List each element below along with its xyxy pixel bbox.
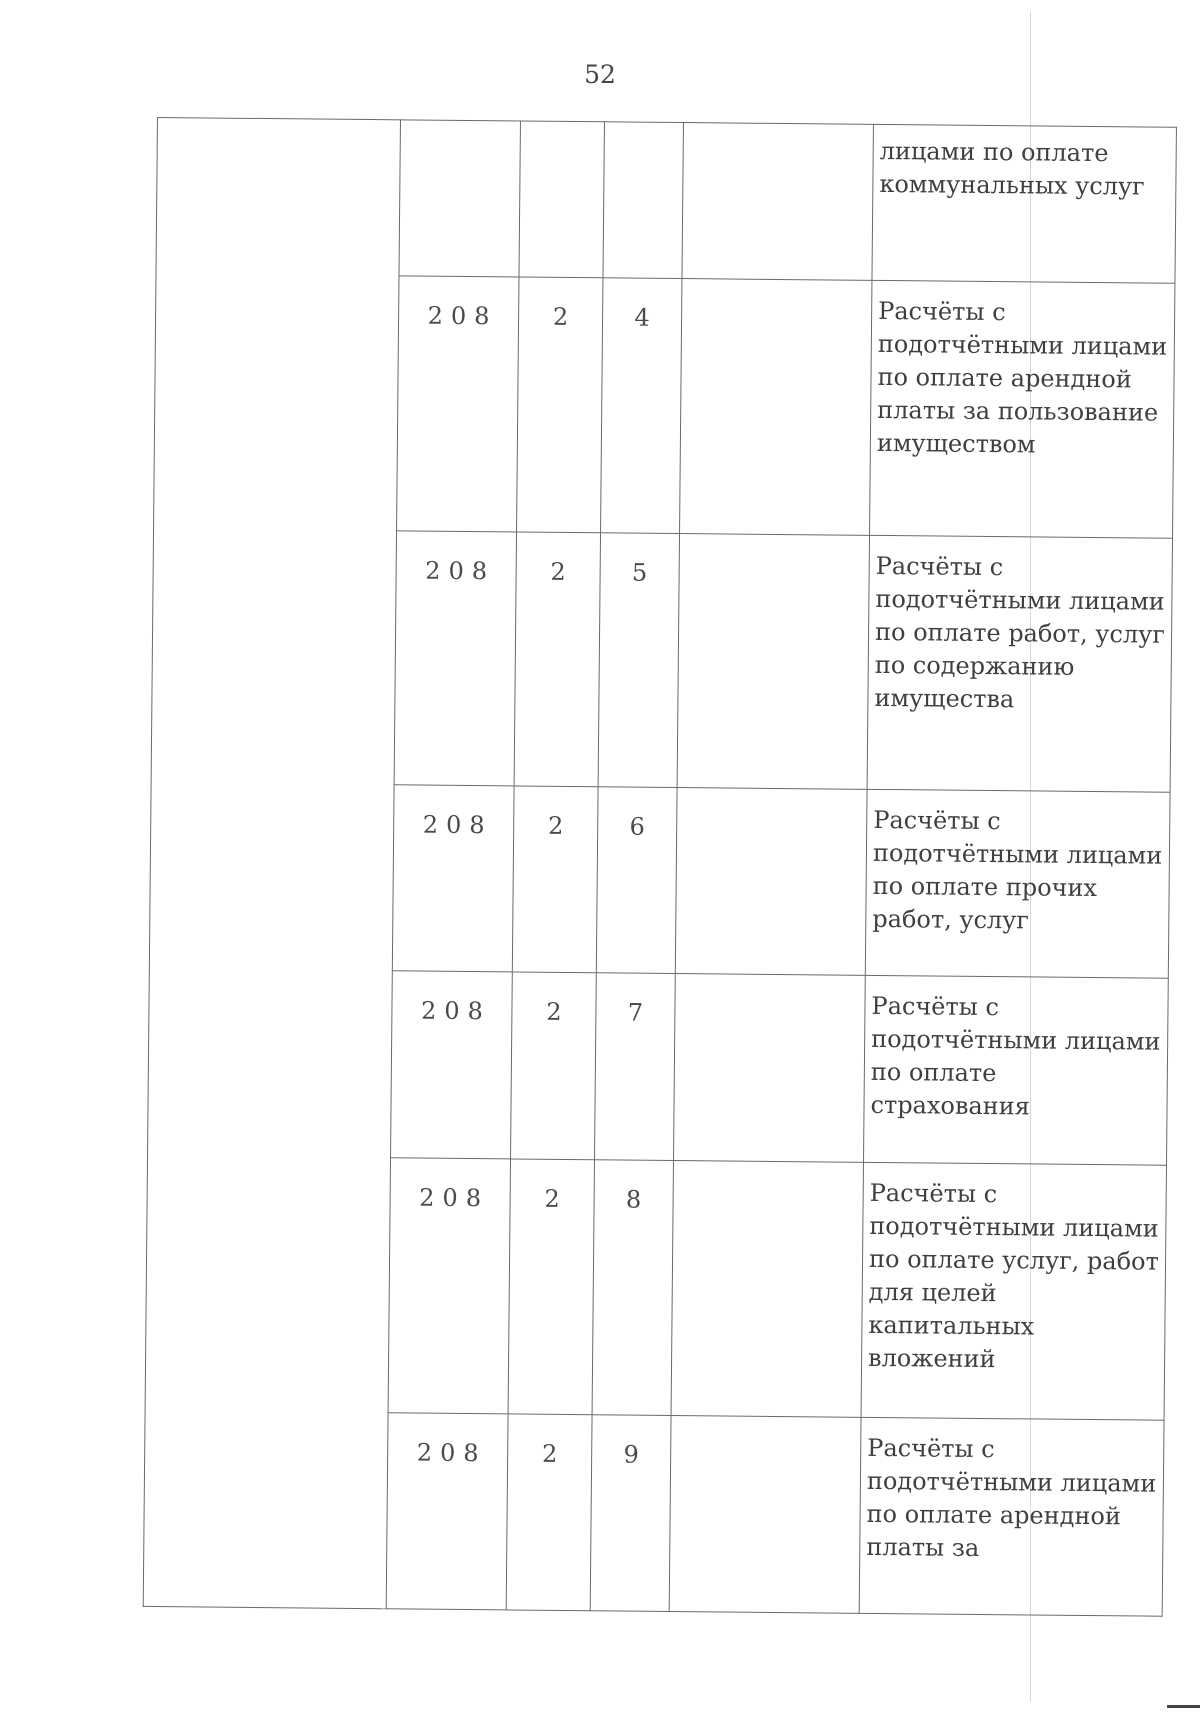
subaccount-cell: 2 [511, 972, 597, 1160]
description-cell: Расчёты с подотчётными лицами по оплате работ, услуг по содержанию имущества [867, 536, 1172, 793]
account-code-cell: 208 [388, 1158, 510, 1413]
subaccount-cell: 2 [508, 1159, 594, 1414]
description-cell: Расчёты с подотчётными лицами по оплате страхования [863, 975, 1168, 1166]
empty-cell [669, 1415, 861, 1613]
empty-cell [675, 788, 867, 975]
account-code-cell: 208 [392, 785, 514, 972]
analytic-code-cell [603, 122, 683, 279]
empty-cell [682, 123, 873, 281]
empty-cell [671, 1161, 863, 1417]
scan-corner-mark [1167, 1705, 1200, 1708]
account-code-cell: 208 [391, 971, 513, 1160]
description-cell: Расчёты с подотчётными лицами по оплате арендной платы за пользование имуществом [870, 280, 1175, 538]
table-row [156, 118, 1176, 284]
empty-cell [674, 973, 866, 1162]
description-cell: лицами по оплате коммунальных услуг [872, 124, 1176, 283]
analytic-code-cell: 8 [592, 1160, 673, 1415]
analytic-code-cell: 4 [601, 278, 682, 534]
merged-empty-cell [143, 118, 400, 1609]
account-code-cell [399, 120, 520, 277]
description-cell: Расчёты с подотчётными лицами по оплате услуг, работ для целей капитальных вложений [861, 1163, 1166, 1420]
subaccount-cell: 2 [512, 786, 598, 972]
analytic-code-cell: 5 [598, 533, 679, 788]
page-number: 52 [584, 60, 616, 89]
empty-cell [677, 534, 869, 790]
account-code-cell: 208 [394, 531, 516, 786]
analytic-code-cell: 6 [596, 787, 677, 973]
analytic-code-cell: 9 [590, 1414, 671, 1611]
description-cell: Расчёты с подотчётными лицами по оплате арендной платы за [859, 1417, 1164, 1616]
subaccount-cell [519, 121, 604, 278]
subaccount-cell: 2 [517, 277, 603, 533]
subaccount-cell: 2 [514, 532, 600, 787]
account-code-cell: 208 [397, 276, 519, 532]
empty-cell [680, 279, 872, 536]
analytic-code-cell: 7 [595, 973, 676, 1161]
subaccount-cell: 2 [506, 1414, 592, 1611]
accounts-table [143, 117, 1177, 1617]
account-code-cell: 208 [386, 1412, 508, 1610]
description-cell: Расчёты с подотчётными лицами по оплате прочих работ, услуг [865, 790, 1170, 978]
